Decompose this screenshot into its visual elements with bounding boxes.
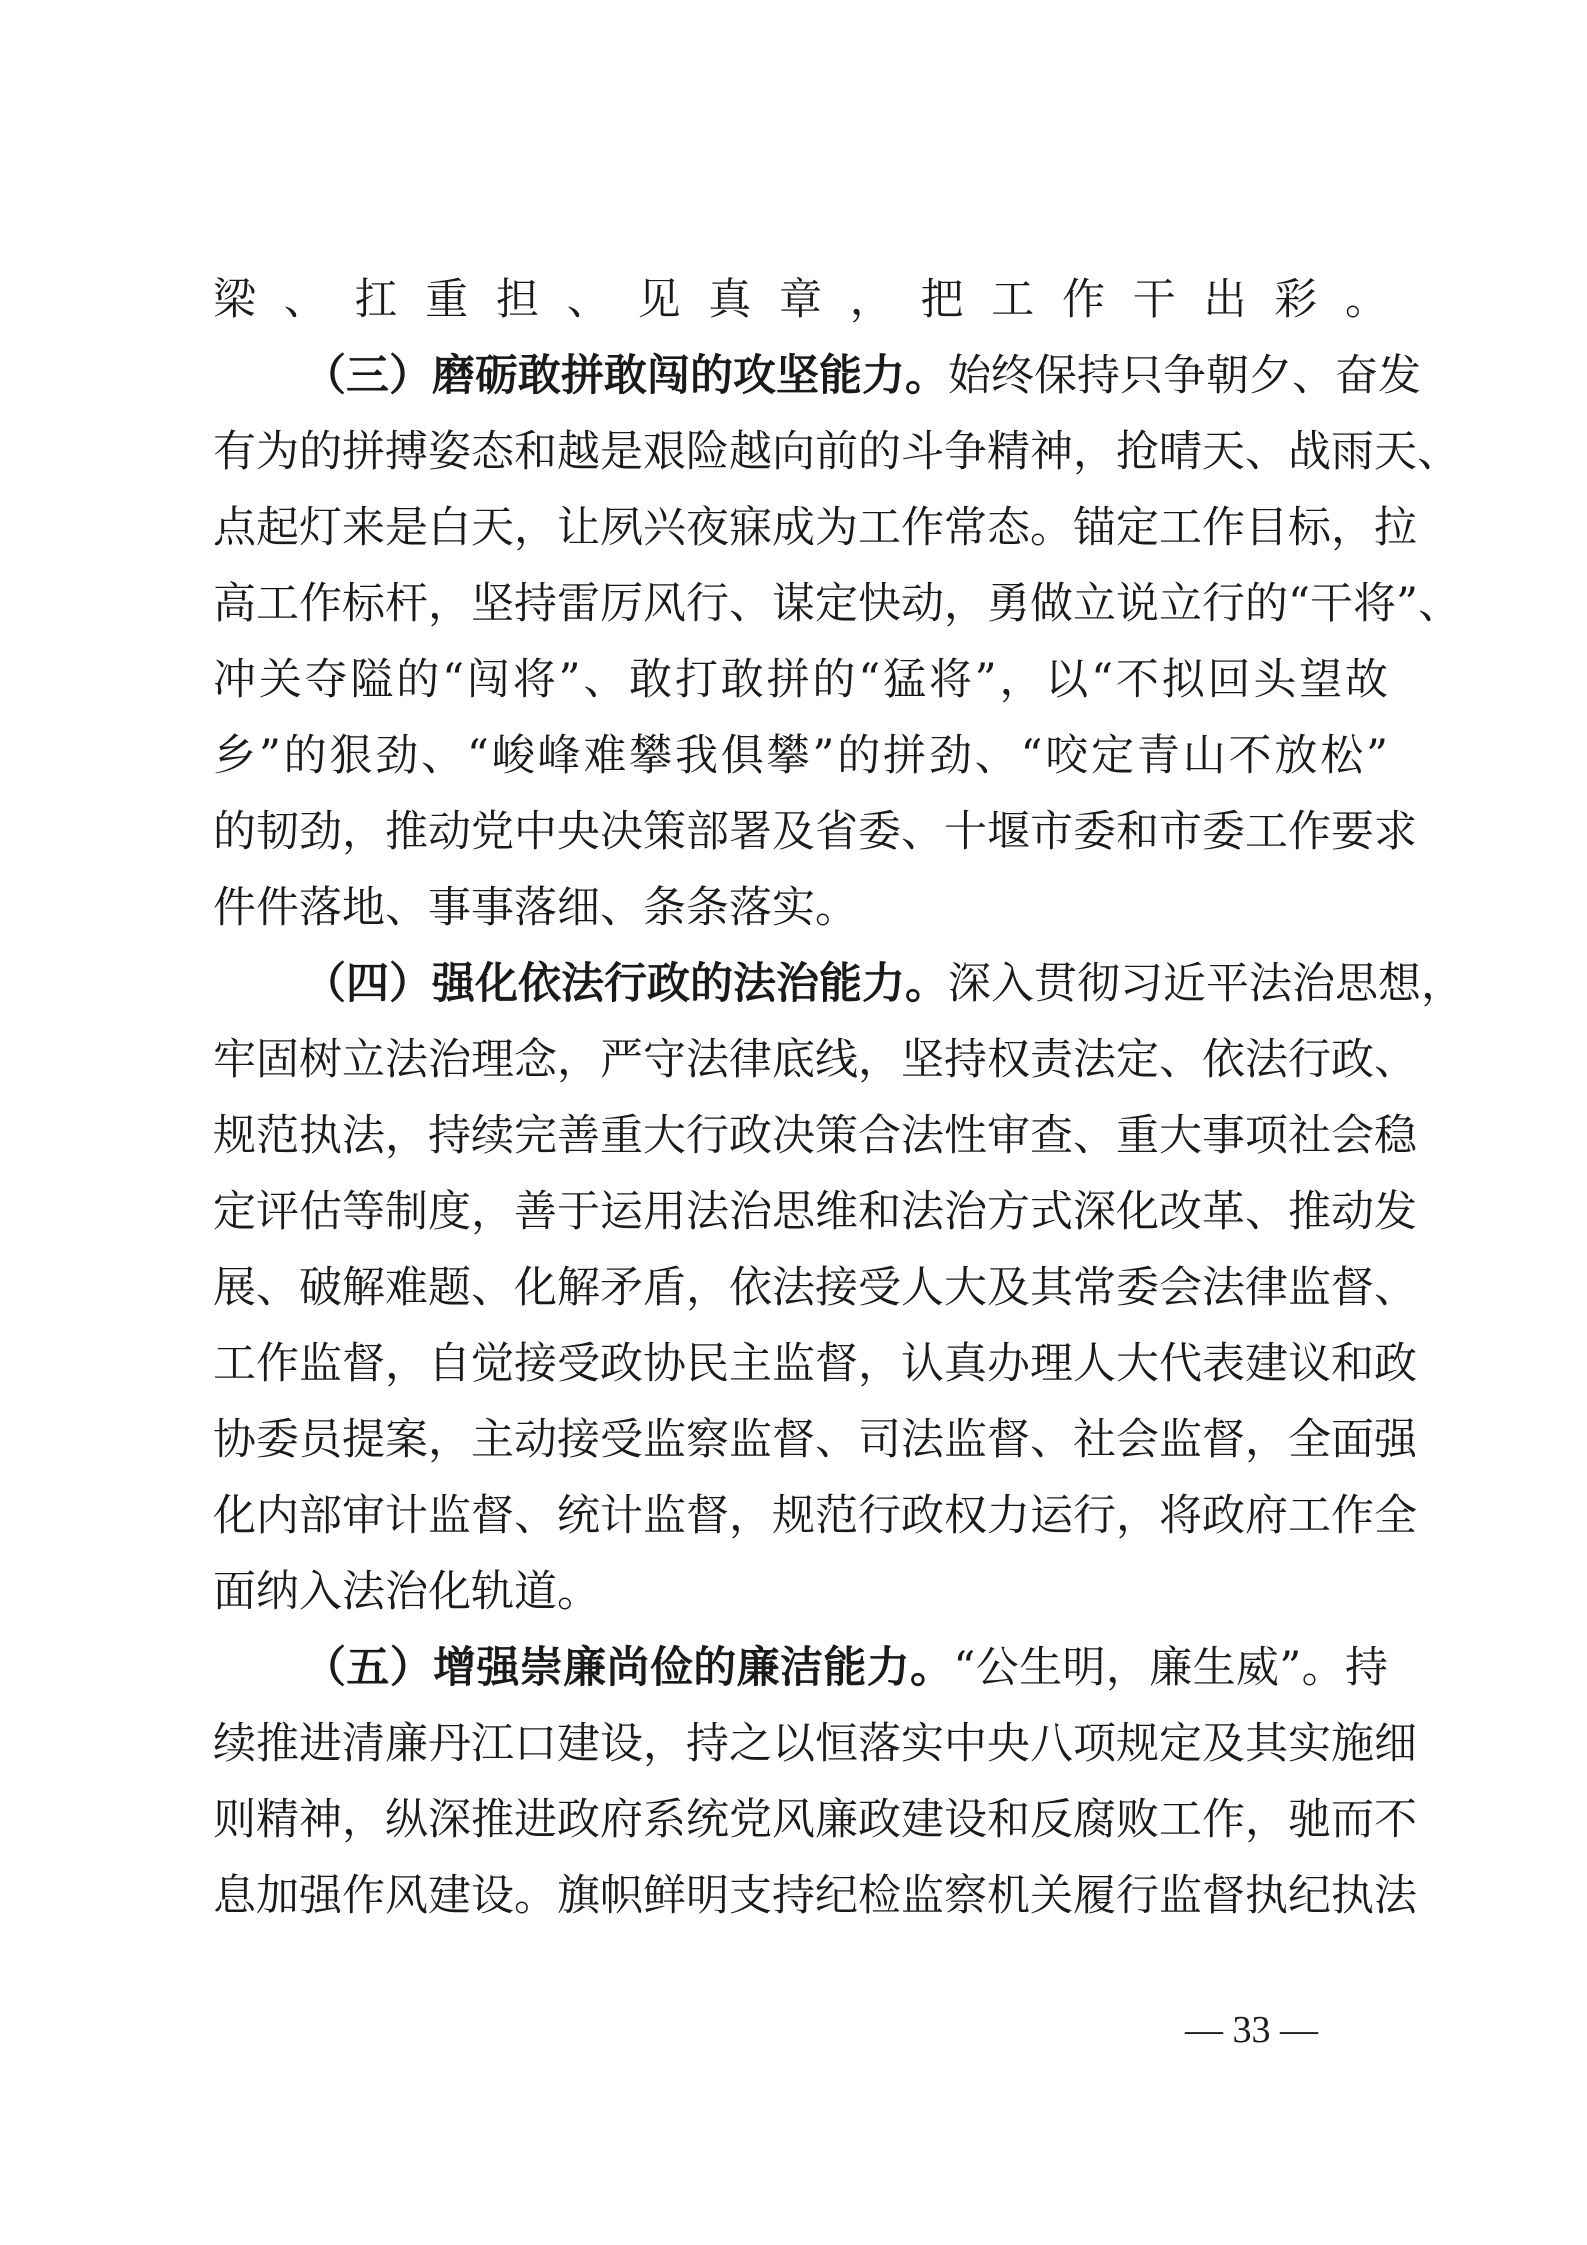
section-heading: （四）强化依法行政的法治能力。 [303,959,948,1009]
text-line: 的韧劲，推动党中央决策部署及省委、十堰市委和市委工作要求 [213,807,1417,857]
text-line: 协委员提案，主动接受监察监督、司法监督、社会监督，全面强 [213,1415,1417,1465]
body-text [213,262,1464,1934]
section-four-heading-line: （四）强化依法行政的法治能力。深入贯彻习近平法治思想， [303,959,1464,1009]
section-heading: （五）增强崇廉尚俭的廉洁能力。 [303,1643,954,1693]
text-line: 息加强作风建设。旗帜鲜明支持纪检监察机关履行监督执纪执法 [213,1871,1417,1921]
section-heading: （三）磨砺敢拼敢闯的攻坚能力。 [303,351,948,401]
text-line: 化内部审计监督、统计监督，规范行政权力运行，将政府工作全 [213,1491,1417,1541]
text-line: 展、破解难题、化解矛盾，依法接受人大及其常委会法律监督、 [213,1263,1417,1313]
text-line: 乡”的狠劲、“峻峰难攀我俱攀”的拼劲、“咬定青山不放松” [213,731,1388,781]
text-line: 梁、扛重担、见真章，把工作干出彩。 [213,275,1388,325]
text-line: 定评估等制度，善于运用法治思维和法治方式深化改革、推动发 [213,1187,1417,1237]
text-line: 件件落地、事事落细、条条落实。 [213,883,858,933]
text-line: 有为的拼搏姿态和越是艰险越向前的斗争精神，抢晴天、战雨天、 [213,427,1460,477]
text-line: 工作监督，自觉接受政协民主监督，认真办理人大代表建议和政 [213,1339,1417,1389]
section-three-heading-line: （三）磨砺敢拼敢闯的攻坚能力。始终保持只争朝夕、奋发 [303,351,1421,401]
text-line: 冲关夺隘的“闯将”、敢打敢拼的“猛将”，以“不拟回头望故 [213,655,1388,705]
text-line: 点起灯来是白天，让夙兴夜寐成为工作常态。锚定工作目标，拉 [213,503,1417,553]
text-line: 面纳入法治化轨道。 [213,1567,600,1617]
text-line: 续推进清廉丹江口建设，持之以恒落实中央八项规定及其实施细 [213,1719,1417,1769]
text-line: 牢固树立法治理念，严守法律底线，坚持权责法定、依法行政、 [213,1035,1417,1085]
text-line: 规范执法，持续完善重大行政决策合法性审查、重大事项社会稳 [213,1111,1417,1161]
section-five-heading-line: （五）增强崇廉尚俭的廉洁能力。“公生明，廉生威”。持 [303,1643,1389,1693]
text-line: 则精神，纵深推进政府系统党风廉政建设和反腐败工作，驰而不 [213,1795,1417,1845]
text-line: 高工作标杆，坚持雷厉风行、谋定快动，勇做立说立行的“干将”、 [213,579,1461,629]
page-number: — 33 — [1185,2009,1318,2051]
